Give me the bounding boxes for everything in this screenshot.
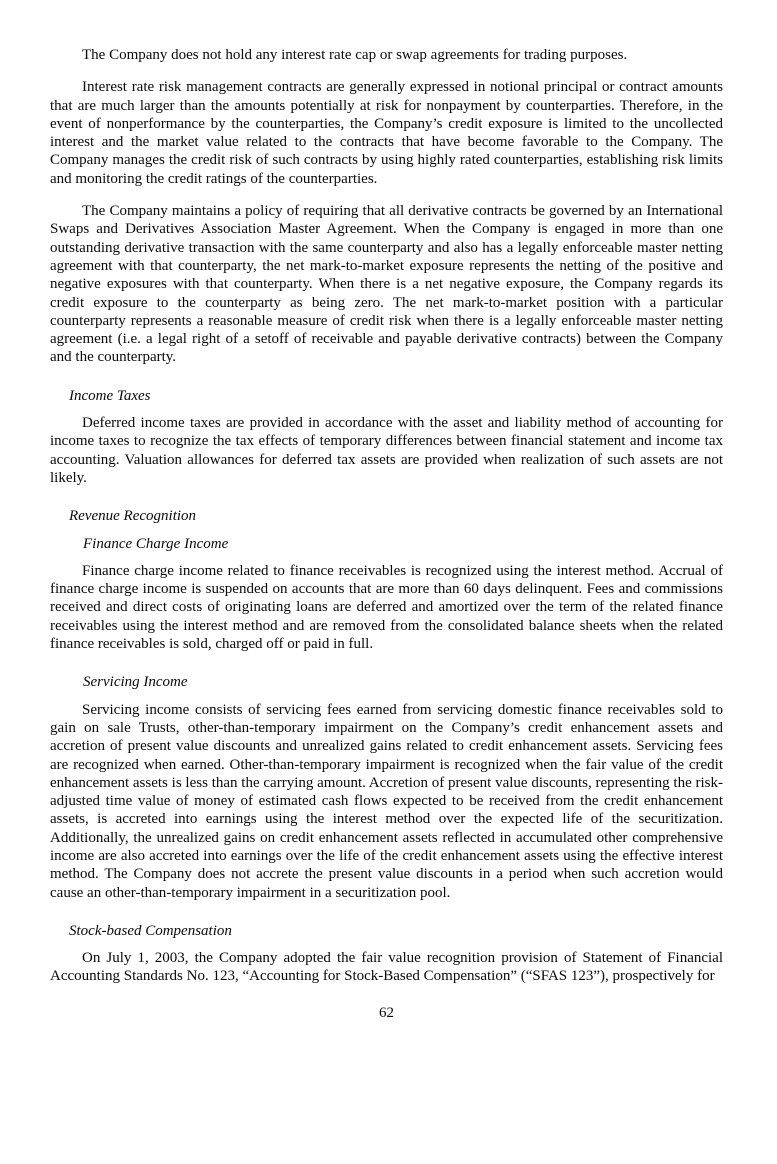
paragraph-trading-purposes: The Company does not hold any interest rate cap or swap agreements for trading purposes. (82, 47, 628, 63)
paragraph-interest-rate-risk: Interest rate risk management contracts are generally expressed in notional principal or contract amounts that are much larger than the amounts potentially at risk for nonpayment by counterparties. Therefore, in the event of nonperformance by the counterparties, the Company’s credit exposure is limited to the uncollected interest and the market value related to the contracts that have become favorable to the Company. The Company manages the credit risk of such contracts by using highly rated counterparties, establishing risk limits and monitoring the credit ratings of the counterparties. (50, 79, 723, 187)
page-number: 62 (379, 1004, 394, 1021)
section-heading-servicing-income: Servicing Income (83, 674, 188, 691)
section-heading-finance-charge-income: Finance Charge Income (83, 535, 229, 552)
section-heading-income-taxes: Income Taxes (69, 387, 151, 404)
paragraph-master-netting: The Company maintains a policy of requiring that all derivative contracts be governed by an International Swaps and Derivatives Association Master Agreement. When the Company is engaged in more than one outstanding derivative transaction with the same counterparty and also has a legally enforceable master netting agreement with that counterparty, the net mark-to-market exposure represents the netting of the positive and negative exposures with that counterparty. When there is a net negative exposure, the Company regards its credit exposure to the counterparty as being zero. The net mark-to-market position with a particular counterparty represents a reasonable measure of credit risk when there is a legally enforceable master netting agreement (i.e. a legal right of a setoff of receivable and payable derivative contracts) between the Company and the counterparty. (50, 203, 723, 366)
paragraph-stock-based-compensation: On July 1, 2003, the Company adopted the fair value recognition provision of Statement of Financial Accounting Standards No. 123, “Accounting for Stock-Based Compensation” (“SFAS 123”), prospectively for (50, 950, 723, 985)
paragraph-servicing-income: Servicing income consists of servicing fees earned from servicing domestic finance receivables sold to gain on sale Trusts, other-than-temporary impairment on the Company’s credit enhancement assets and accretion of present value discounts and unrealized gains related to credit enhancement assets. Servicing fees are recognized when earned. Other-than-temporary impairment is recognized when the fair value of the credit enhancement assets is less than the carrying amount. Accretion of present value discounts, representing the risk-adjusted time value of money of estimated cash flows expected to be received from the credit enhancement assets, is accreted into earnings using the interest method over the expected life of the securitization. Additionally, the unrealized gains on credit enhancement assets reflected in accumulated other comprehensive income are also accreted into earnings over the life of the credit enhancement assets using the effective interest method. The Company does not accrete the present value discounts in a period when such accretion would cause an other-than-temporary impairment in a securitization pool. (50, 701, 723, 901)
paragraph-income-taxes: Deferred income taxes are provided in accordance with the asset and liability method of accounting for income taxes to recognize the tax effects of temporary differences between financial statement and income tax accounting. Valuation allowances for deferred tax assets are provided when realization of such assets are not likely. (50, 415, 723, 486)
section-heading-stock-based-compensation: Stock-based Compensation (69, 922, 232, 939)
section-heading-revenue-recognition: Revenue Recognition (69, 508, 197, 525)
paragraph-finance-charge-income: Finance charge income related to finance receivables is recognized using the interest method. Accrual of finance charge income is suspended on accounts that are more than 60 days delinquent. Fees and commissions received and direct costs of originating loans are deferred and amortized over the term of the related finance receivables using the interest method and are removed from the consolidated balance sheets when the related finance receivables is sold, charged off or paid in full. (50, 562, 723, 653)
